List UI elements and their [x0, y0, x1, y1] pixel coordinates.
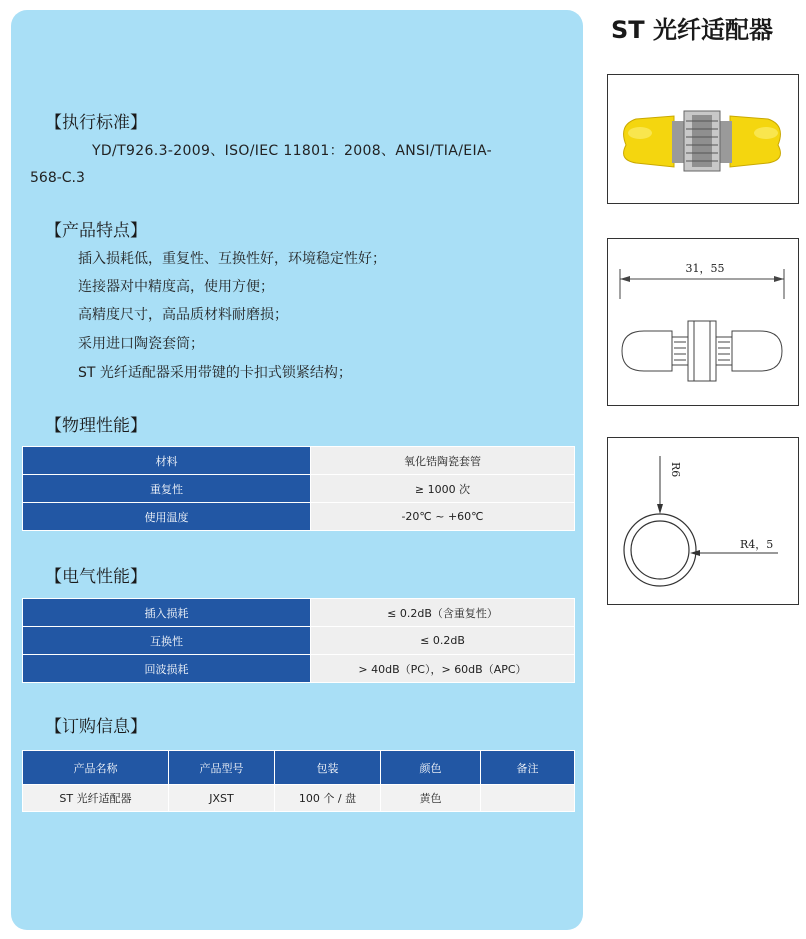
product-photo [608, 75, 798, 203]
spec-value: ≤ 0.2dB（含重复性） [311, 599, 575, 627]
radius-large-label: R6 [669, 462, 682, 478]
spec-label: 回波损耗 [23, 655, 311, 683]
column-header: 包装 [275, 751, 381, 785]
standard-line-1: YD/T926.3-2009、ISO/IEC 11801：2008、ANSI/TIA/EIA- [92, 143, 492, 159]
table-header-row [23, 751, 575, 785]
side-drawing [608, 239, 798, 405]
physical-heading: 【物理性能】 [45, 416, 147, 436]
column-header: 产品名称 [23, 751, 169, 785]
spec-value: 氧化锆陶瓷套管 [311, 447, 575, 475]
features-heading: 【产品特点】 [45, 221, 147, 241]
end-view-drawing [608, 438, 798, 604]
spec-label: 插入损耗 [23, 599, 311, 627]
order-heading: 【订购信息】 [45, 717, 147, 737]
spec-label: 使用温度 [23, 503, 311, 531]
feature-item: ST 光纤适配器采用带键的卡扣式锁紧结构； [78, 365, 352, 381]
physical-table [22, 446, 575, 531]
side-drawing-frame [607, 238, 799, 406]
order-table [22, 750, 575, 812]
feature-item: 高精度尺寸，高品质材料耐磨损； [78, 307, 288, 323]
table-row [23, 475, 575, 503]
spec-value: > 40dB（PC），> 60dB（APC） [311, 655, 575, 683]
standard-heading: 【执行标准】 [45, 113, 147, 133]
order-cell: 黄色 [381, 785, 481, 812]
electrical-table [22, 598, 575, 683]
column-header: 备注 [481, 751, 575, 785]
electrical-heading: 【电气性能】 [45, 567, 147, 587]
spec-label: 重复性 [23, 475, 311, 503]
feature-item: 连接器对中精度高，使用方便； [78, 279, 274, 295]
spec-value: ≤ 0.2dB [311, 627, 575, 655]
column-header: 颜色 [381, 751, 481, 785]
table-row [23, 627, 575, 655]
product-photo-frame [607, 74, 799, 204]
table-row [23, 503, 575, 531]
spec-value: ≥ 1000 次 [311, 475, 575, 503]
radius-small-label: R4，5 [740, 538, 774, 551]
spec-label: 互换性 [23, 627, 311, 655]
order-cell: ST 光纤适配器 [23, 785, 169, 812]
table-row [23, 447, 575, 475]
spec-value: -20℃ ~ +60℃ [311, 503, 575, 531]
length-label: 31，55 [685, 262, 725, 275]
table-row [23, 655, 575, 683]
feature-item: 插入损耗低，重复性、互换性好，环境稳定性好； [78, 251, 386, 267]
standard-line-2: 568-C.3 [30, 170, 85, 186]
spec-label: 材料 [23, 447, 311, 475]
page-title: ST 光纤适配器 [611, 16, 774, 44]
order-cell: 100 个 / 盘 [275, 785, 381, 812]
order-cell [481, 785, 575, 812]
table-row [23, 599, 575, 627]
table-row [23, 785, 575, 812]
end-view-drawing-frame [607, 437, 799, 605]
feature-item: 采用进口陶瓷套筒； [78, 336, 204, 352]
column-header: 产品型号 [169, 751, 275, 785]
order-cell: JXST [169, 785, 275, 812]
